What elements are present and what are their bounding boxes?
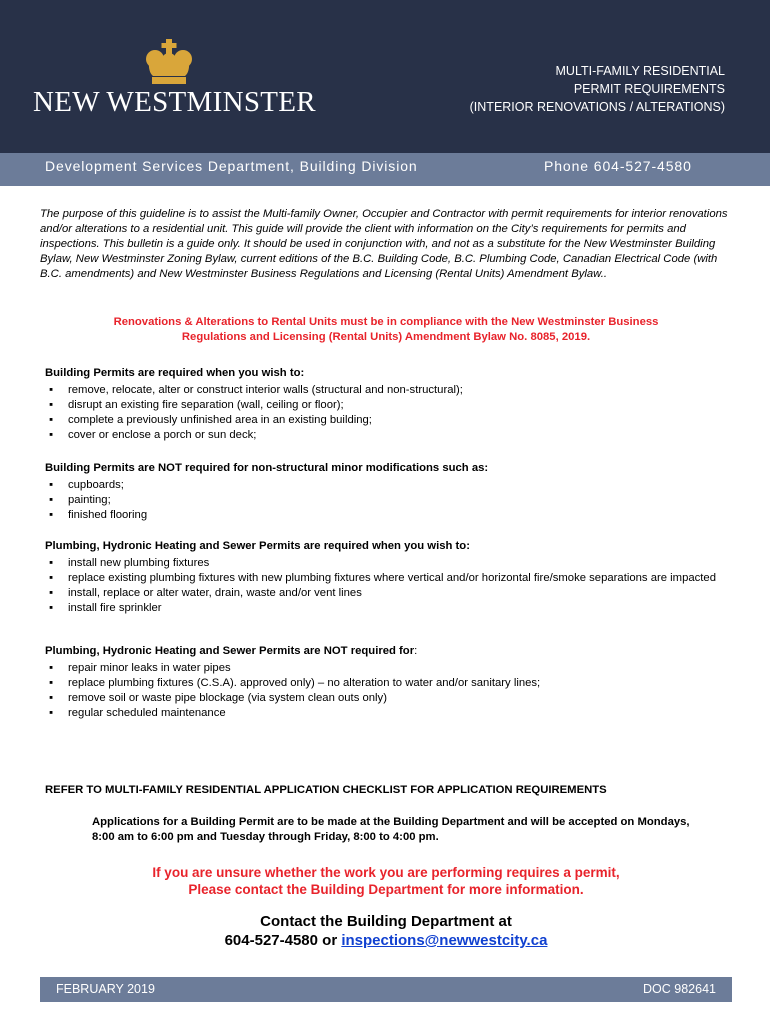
bullet-list [45,383,725,443]
contact-email-link[interactable]: inspections@newwestcity.ca [341,932,548,949]
list-item [45,676,725,691]
list-item [45,478,725,493]
list-item-text: install fire sprinkler [68,602,162,614]
section-heading-text: Plumbing, Hydronic Heating and Sewer Permits are NOT required for [45,645,415,657]
bullet-icon: ▪ [48,494,53,506]
list-item [45,508,725,523]
list-item [45,556,725,571]
document-title [470,62,725,116]
bullet-icon: ▪ [48,557,53,569]
list-item [45,571,725,586]
list-item [45,586,725,601]
rental-compliance-notice [40,315,732,345]
section-heading: Building Permits are required when you wish to: [45,367,305,379]
intro-paragraph: The purpose of this guideline is to assist the Multi-family Owner, Occupier and Contractor with permit requirements for interior renovations and/or alterations to a residential unit. This guide will provide the client with information on the City’s requirements for permits and inspections. This bulletin is a guide only. It should be used in conjunction with, and not as a substitute for the New Westminster Building Bylaw, New Westminster Zoning Bylaw, current editions of the B.C. Building Code, B.C. Plumbing Code, Canadian Electrical Code (with B.C. amendments) and New Westminster Business Regulations and Licensing (Rental Units) Amendment Bylaw.. [40,208,728,280]
list-item-text: install new plumbing fixtures [68,557,210,569]
department-phone: Phone 604-527-4580 [544,158,692,174]
section-heading: Plumbing, Hydronic Heating and Sewer Permits are required when you wish to: [45,540,470,552]
unsure-notice [40,864,732,898]
footer-doc-number: DOC 982641 [643,982,716,996]
list-item [45,493,725,508]
bullet-list [45,556,725,616]
section-plumbing-permits-required [45,539,725,616]
list-item-text: finished flooring [68,509,148,521]
contact-block [40,912,732,950]
department-name: Development Services Department, Building Division [45,158,418,174]
bullet-icon: ▪ [48,399,53,411]
section-heading-colon: : [414,645,418,657]
list-item-text: install, replace or alter water, drain, waste and/or vent lines [68,587,362,599]
document-footer [40,977,732,1002]
contact-phone: 604-527-4580 or [224,932,342,949]
checklist-reference: REFER TO MULTI-FAMILY RESIDENTIAL APPLICATION CHECKLIST FOR APPLICATION REQUIREMENTS [45,784,607,796]
list-item [45,413,725,428]
bullet-icon: ▪ [48,707,53,719]
section-plumbing-permits-not-required [45,644,725,721]
unsure-line: If you are unsure whether the work you are performing requires a permit, [152,865,620,880]
notice-line: Renovations & Alterations to Rental Units must be in compliance with the New Westminster Business [113,316,659,328]
list-item-text: repair minor leaks in water pipes [68,662,231,674]
list-item [45,691,725,706]
list-item [45,706,725,721]
bullet-icon: ▪ [48,692,53,704]
list-item-text: remove, relocate, alter or construct interior walls (structural and non-structural); [68,384,463,396]
list-item-text: replace plumbing fixtures (C.S.A). approved only) – no alteration to water and/or sanitary lines; [68,677,541,689]
bullet-icon: ▪ [48,414,53,426]
list-item-text: complete a previously unfinished area in an existing building; [68,414,372,426]
bullet-icon: ▪ [48,572,53,584]
document-title-line: MULTI-FAMILY RESIDENTIAL [555,64,725,78]
list-item-text: cover or enclose a porch or sun deck; [68,429,257,441]
bullet-icon: ▪ [48,479,53,491]
section-heading [45,644,725,659]
list-item-text: cupboards; [68,479,124,491]
application-hours: Applications for a Building Permit are to be made at the Building Department and will be accepted on Mondays, 8:00 am to 6:00 pm and Tuesday through Friday, 8:00 to 4:00 pm. [92,816,690,843]
list-item-text: regular scheduled maintenance [68,707,226,719]
list-item [45,383,725,398]
list-item [45,601,725,616]
document-title-line: PERMIT REQUIREMENTS [573,82,725,96]
footer-date: FEBRUARY 2019 [56,982,155,996]
section-building-permits-required [45,366,725,443]
contact-details [40,931,732,950]
notice-line: Regulations and Licensing (Rental Units) Amendment Bylaw No. 8085, 2019. [181,331,591,343]
city-logo-text: NEW WESTMINSTER [33,86,316,118]
bullet-list [45,478,725,523]
section-heading: Building Permits are NOT required for non-structural minor modifications such as: [45,462,489,474]
bullet-icon: ▪ [48,429,53,441]
list-item-text: disrupt an existing fire separation (wall, ceiling or floor); [68,399,344,411]
bullet-list [45,661,725,721]
bullet-icon: ▪ [48,662,53,674]
list-item [45,428,725,443]
list-item [45,398,725,413]
bullet-icon: ▪ [48,587,53,599]
bullet-icon: ▪ [48,602,53,614]
unsure-line: Please contact the Building Department for more information. [188,882,584,897]
bullet-icon: ▪ [48,677,53,689]
list-item-text: remove soil or waste pipe blockage (via system clean outs only) [68,692,387,704]
list-item-text: replace existing plumbing fixtures with new plumbing fixtures where vertical and/or horizontal fire/smoke separations are impacted [68,572,716,584]
contact-heading: Contact the Building Department at [260,913,512,930]
document-header [0,0,770,153]
bullet-icon: ▪ [48,384,53,396]
list-item [45,661,725,676]
department-bar [0,153,770,186]
crown-icon [144,38,194,86]
list-item-text: painting; [68,494,111,506]
bullet-icon: ▪ [48,509,53,521]
document-title-line: (INTERIOR RENOVATIONS / ALTERATIONS) [469,100,725,114]
section-building-permits-not-required [45,461,725,523]
